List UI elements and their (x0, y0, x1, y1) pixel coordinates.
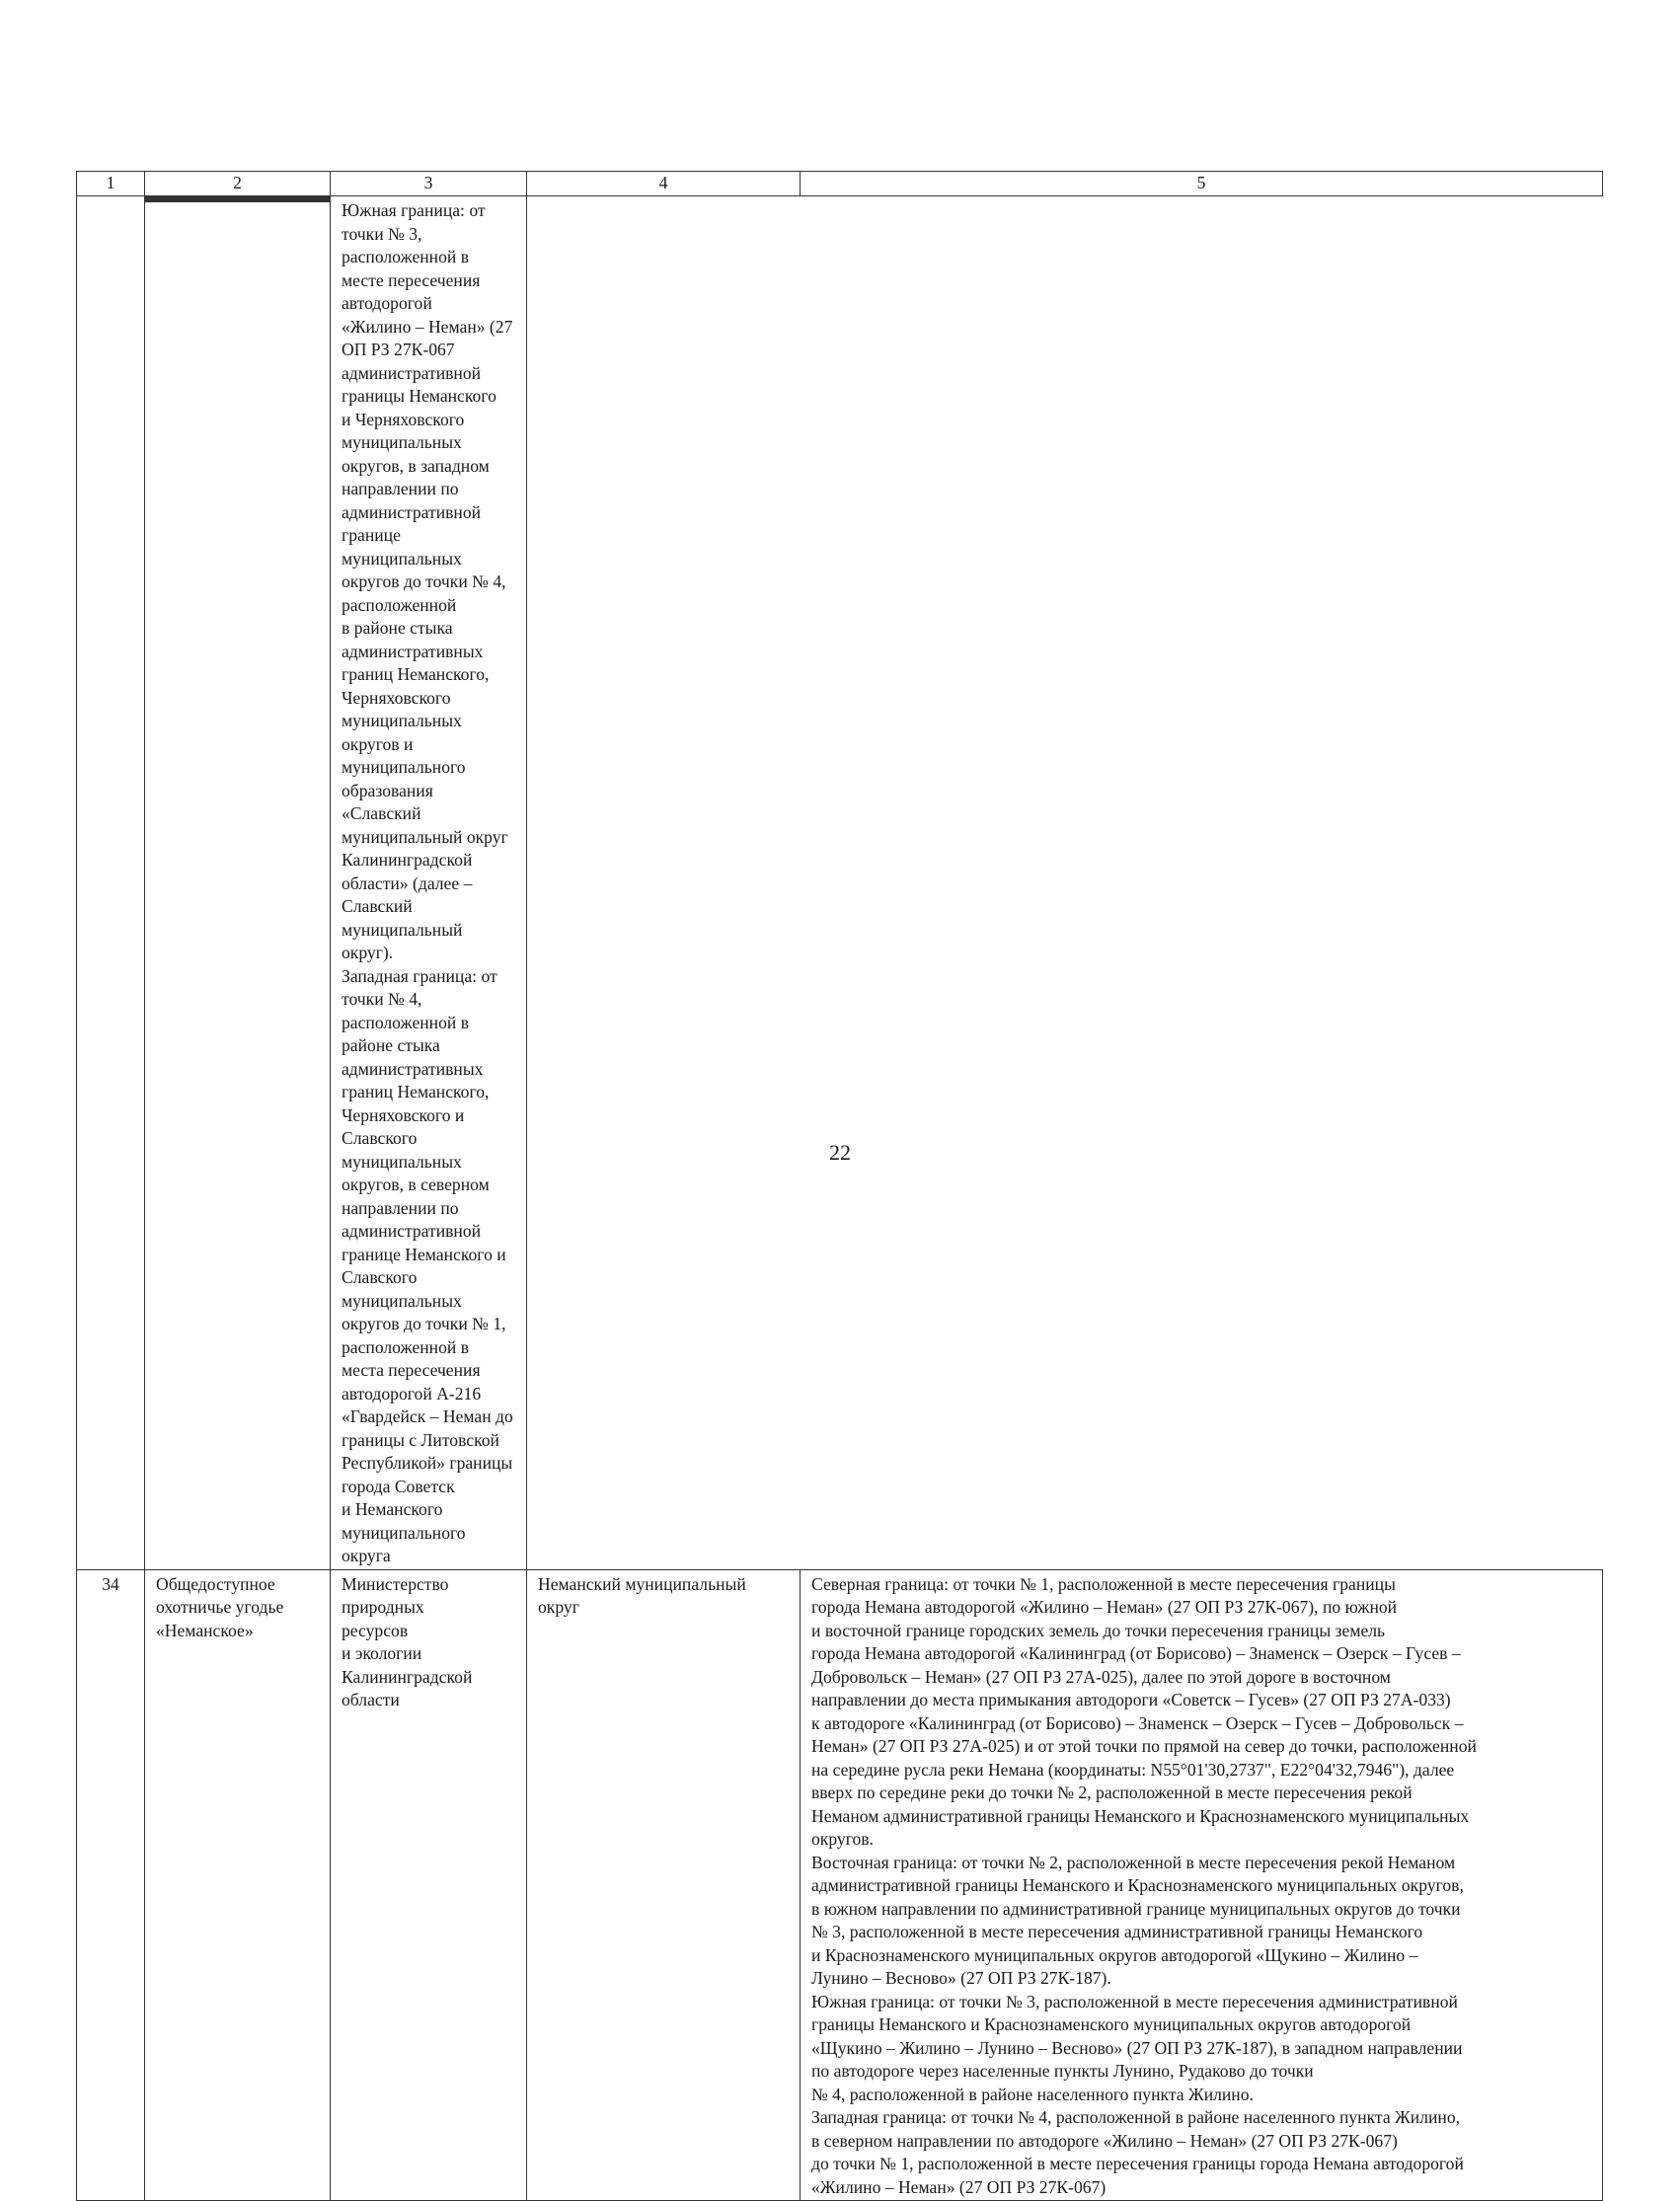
column-header-5: 5 (801, 172, 1603, 196)
column-header-1: 1 (77, 172, 145, 196)
hunting-ground-name: Общедоступное охотничье угодье «Неманское» (156, 1573, 284, 1640)
table-body (77, 196, 1603, 2201)
page-number: 22 (829, 1140, 851, 1165)
table-row (77, 196, 1603, 1570)
boundary-paragraph-east: Восточная граница: от точки № 2, расположенной в месте пересечения рекой Неманом административной границы Неманского и Краснознаменского муниципальных округов, в южном направлении по административной границе муниципальных округов до точки № 3, расположенной в месте пересечения административной границы Неманского и Краснознаменского муниципальных округов автодорогой «Щукино – Жилино – Лунино – Весново» (27 ОП РЗ 27К-187). (811, 1852, 1464, 1988)
boundaries-table (76, 171, 1603, 2201)
municipality-cell (145, 200, 330, 202)
municipality-name: Неманский муниципальный округ (538, 1573, 746, 1617)
boundary-paragraph-south: Южная граница: от точки № 3, расположенной в месте пересечения административной границы Неманского и Краснознаменского муниципальных округов автодорогой «Щукино – Жилино – Лунино – Весново» (27 ОП РЗ 27К-187), в западном направлении по автодороге через населенные пункты Лунино, Рудаково до точки № 4, расположенной в районе населенного пункта Жилино. (811, 1991, 1463, 2104)
row-number-cell: 34 (77, 1569, 145, 2201)
column-header-3: 3 (331, 172, 527, 196)
authority-cell (331, 1569, 527, 2201)
column-header-2: 2 (145, 172, 331, 196)
boundary-paragraph-north: Северная граница: от точки № 1, расположенной в месте пересечения границы города Немана автодорогой «Жилино – Неман» (27 ОП РЗ 27К-067), по южной и восточной границе городских земель до точки пересечения границы земель города Немана автодорогой «Калининград (от Борисово) – Знаменск – Озерск – Гусев – Добровольск – Неман» (27 ОП РЗ 27А-025), далее по этой дороге в восточном направлении до места примыкания автодороги «Советск – Гусев» (27 ОП РЗ 27А-033) к автодороге «Калининград (от Борисово) – Знаменск – Озерск – Гусев – Добровольск – Неман» (27 ОП РЗ 27А-025) и от этой точки по прямой на север до точки, расположенной на середине русла реки Немана (координаты: N55°01'30,2737", E22°04'32,7946"), далее вверх по середине реки до точки № 2, расположенной в месте пересечения рекой Неманом административной границы Неманского и Краснознаменского муниципальных округов. (811, 1573, 1477, 1849)
municipality-cell (527, 1569, 801, 2201)
boundary-paragraph-west: Западная граница: от точки № 4, расположенной в районе населенного пункта Жилино, в северном направлении по автодороге «Жилино – Неман» (27 ОП РЗ 27К-067) до точки № 1, расположенной в месте пересечения границы города Немана автодорогой «Жилино – Неман» (27 ОП РЗ 27К-067) (811, 2107, 1464, 2197)
table-header (77, 172, 1603, 196)
boundary-paragraph-south: Южная граница: от точки № 3, расположенной в месте пересечения автодорогой «Жилино – Неман» (27 ОП РЗ 27К-067 административной границы Неманского и Черняховского муниципальных округов, в западном направлении по административной границе муниципальных округов до точки № 4, расположенной в районе стыка административных границ Неманского, Черняховского муниципальных округов и муниципального образования «Славский муниципальный округ Калининградской области» (далее – Славский муниципальный округ). (342, 200, 513, 962)
table-row (77, 1569, 1603, 2201)
column-header-4: 4 (527, 172, 801, 196)
header-row (77, 172, 1603, 196)
boundary-description-cell (331, 196, 527, 1570)
boundary-description-cell (801, 1569, 1603, 2201)
boundary-paragraph-west: Западная граница: от точки № 4, расположенной в районе стыка административных границ Неманского, Черняховского и Славского муниципальных округов, в северном направлении по административной границе Неманского и Славского муниципальных округов до точки № 1, расположенной в места пересечения автодорогой А-216 «Гвардейск – Неман до границы с Литовской Республикой» границы города Советск и Неманского муниципального округа (342, 965, 513, 1565)
row-number-cell (77, 196, 145, 1570)
authority-name: Министерство природных ресурсов и экологии Калининградской области (342, 1573, 473, 1709)
hunting-ground-name-cell (145, 1569, 331, 2201)
